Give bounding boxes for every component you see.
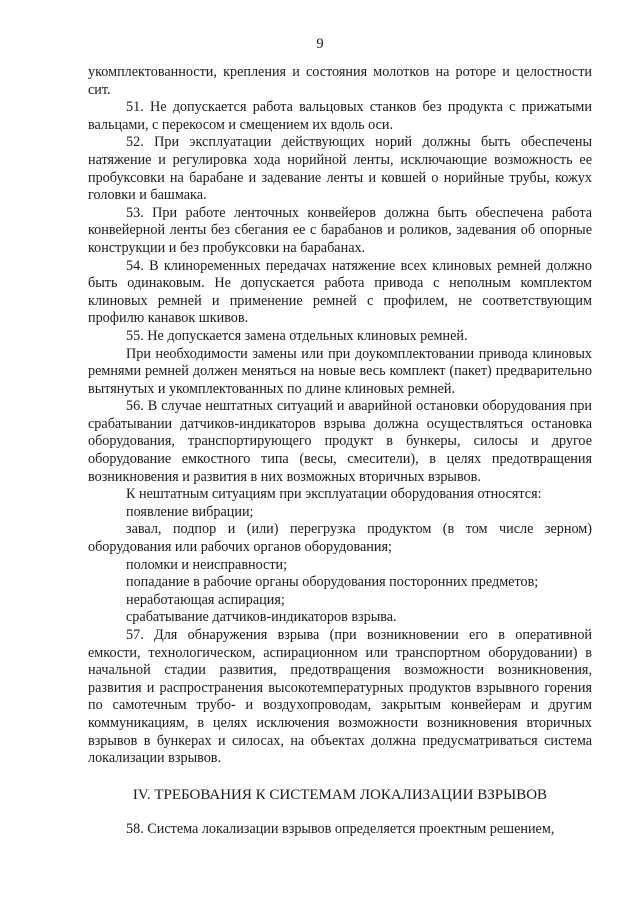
list-item-vibration: появление вибрации;	[126, 503, 254, 520]
paragraph-53: 53. При работе ленточных конвейеров должна быть обеспечена работа конвейерной ленты без сбегания ее с барабанов и роликов, задевания об опорные конструкции и без пробуксовки на барабанах.	[88, 204, 592, 256]
paragraph-continuation: укомплектованности, крепления и состояния молотков на роторе и целостности сит.	[88, 64, 592, 98]
paragraph-55: 55. Не допускается замена отдельных клиновых ремней.	[126, 327, 468, 344]
section-heading: IV. ТРЕБОВАНИЯ К СИСТЕМАМ ЛОКАЛИЗАЦИИ ВЗРЫВОВ	[132, 786, 548, 803]
document-body	[88, 64, 592, 839]
list-item-aspiration: неработающая аспирация;	[126, 591, 285, 608]
list-item-overload: завал, подпор и (или) перегрузка продуктом (в том числе зерном) оборудования или рабочих органов оборудования;	[88, 521, 592, 556]
paragraph-58: 58. Система локализации взрывов определяется проектным решением,	[126, 821, 555, 838]
paragraph-54: 54. В клиноременных передачах натяжение всех клиновых ремней должно быть одинаковым. Не допускается работа привода с неполным комплектом клиновых ремней и применение ремней с профилем, не соответствующим профилю канавок шкивов.	[88, 257, 592, 327]
paragraph-emergency-intro: К нештатным ситуациям при эксплуатации оборудования относятся:	[126, 486, 542, 503]
page-number: 9	[316, 36, 324, 52]
list-item-explosion-sensors: срабатывание датчиков-индикаторов взрыва.	[126, 609, 397, 626]
paragraph-57: 57. Для обнаружения взрыва (при возникновении его в оперативной емкости, технологическом, аспирационном или транспортном оборудовании) в начальной стадии развития, предотвращения возможности возникновения, развития и распространения высокотемпературных продуктов взрывного горения по самотечным трубо- и воздухопроводам, закрытым конвейерам и другим коммуникациям, в целях исключения возможности возникновения вторичных взрывов в бункерах и силосах, на объектах должна предусматриваться система локализации взрывов.	[88, 627, 592, 767]
list-item-breakdown: поломки и неисправности;	[126, 556, 288, 573]
paragraph-51: 51. Не допускается работа вальцовых станков без продукта с прижатыми вальцами, с перекосом и смещением их вдоль оси.	[88, 99, 592, 133]
paragraph-55-replacement: При необходимости замены или при доукомплектовании привода клиновых ремнями ремней должен меняться на новые весь комплект (пакет) предварительно вытянутых и укомплектованных по длине клиновых ремней.	[88, 345, 592, 397]
list-item-foreign-objects: попадание в рабочие органы оборудования посторонних предметов;	[126, 574, 539, 591]
paragraph-56: 56. В случае нештатных ситуаций и аварийной остановки оборудования при срабатывании датчиков-индикаторов взрыва должна осуществляться остановка оборудования, транспортирующего продукт в бункеры, силосы и другое оборудование емкостного типа (весы, смесители), в целях предотвращения возникновения и развития в них возможных вторичных взрывов.	[88, 398, 592, 485]
paragraph-52: 52. При эксплуатации действующих норий должны быть обеспечены натяжение и регулировка хода норийной ленты, исключающие возможность ее пробуксовки на барабане и задевание ленты и ковшей о норийные трубы, кожух головки и башмака.	[88, 134, 592, 204]
